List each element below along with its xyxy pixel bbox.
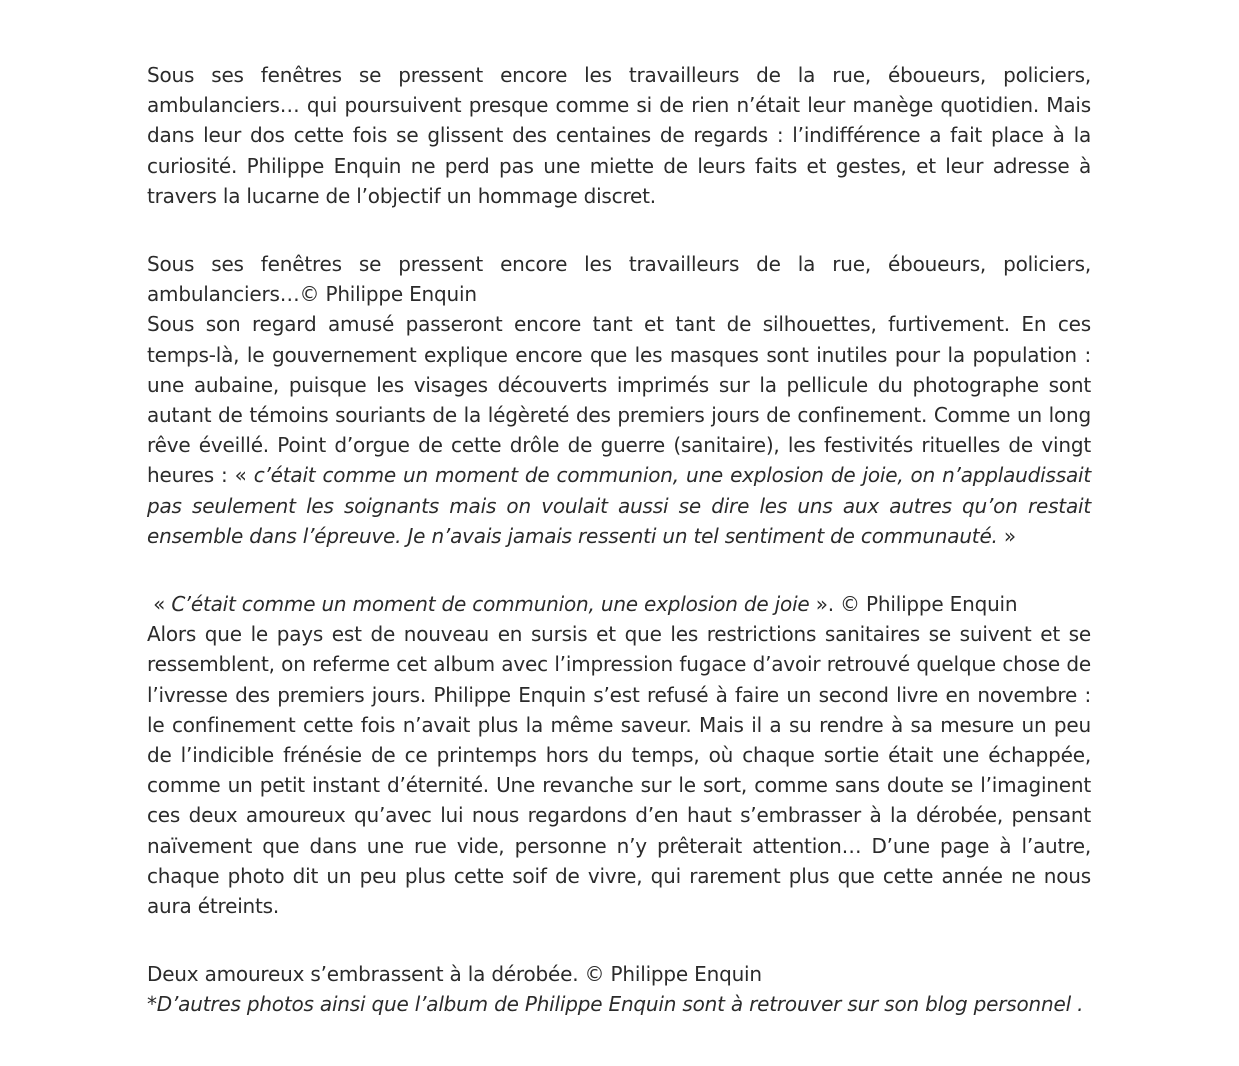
photo-caption-communion xyxy=(147,589,1091,619)
paragraph-spacer xyxy=(147,551,1091,589)
article-body xyxy=(147,60,1091,1020)
paragraph-spacer xyxy=(147,211,1091,249)
photo-caption-workers: Sous ses fenêtres se pressent encore les travailleurs de la rue, éboueurs, policiers, ambulanciers…© Philippe Enquin xyxy=(147,252,1091,307)
paragraph-spacer xyxy=(147,921,1091,959)
quote-close-mark: » xyxy=(997,523,1016,548)
quote-communion: c’était comme un moment de communion, une explosion de joie, on n’applaudissait pas seulement les soignants mais on voulait aussi se dire les uns aux autres qu’on restait ensemble dans l’épreuve. Je n’avais jamais ressenti un tel sentiment de communauté. xyxy=(147,463,1091,548)
photo-caption-lovers: Deux amoureux s’embrassent à la dérobée. © Philippe Enquin xyxy=(147,962,762,987)
paragraph-silhouettes-text: Sous son regard amusé passeront encore tant et tant de silhouettes, furtivement. En ces temps-là, le gouvernement explique encore que les masques sont inutiles pour la population : une aubaine, puisque les visages découverts imprimés sur la pellicule du photographe sont autant de témoins souriants de la légèreté des premiers jours de confinement. Comme un long rêve éveillé. Point d’orgue de cette drôle de guerre (sanitaire), les festivités rituelles de vingt heures : « xyxy=(147,312,1091,488)
paragraph-workers: Sous ses fenêtres se pressent encore les travailleurs de la rue, éboueurs, policiers, ambulanciers… qui poursuivent presque comme si de rien n’était leur manège quotidien. Mais dans leur dos cette fois se glissent des centaines de regards : l’indifférence a fait place à la curiosité. Philippe Enquin ne perd pas une miette de leurs faits et gestes, et leur adresse à travers la lucarne de l’objectif un hommage discret. xyxy=(147,63,1091,208)
footnote-text: *D’autres photos ainsi que l’album de Philippe Enquin sont à retrouver sur son blog personnel . xyxy=(147,992,1084,1017)
caption-open-mark: « xyxy=(147,592,172,617)
caption-credit: ». © Philippe Enquin xyxy=(809,592,1018,617)
paragraph-album: Alors que le pays est de nouveau en sursis et que les restrictions sanitaires se suivent et se ressemblent, on referme cet album avec l’impression fugace d’avoir retrouvé quelque chose de l’ivresse des premiers jours. Philippe Enquin s’est refusé à faire un second livre en novembre : le confinement cette fois n’avait plus la même saveur. Mais il a su rendre à sa mesure un peu de l’indicible frénésie de ce printemps hors du temps, où chaque sortie était une échappée, comme un petit instant d’éternité. Une revanche sur le sort, comme sans doute se l’imaginent ces deux amoureux qu’avec lui nous regardons d’en haut s’embrasser à la dérobée, pensant naïvement que dans une rue vide, personne n’y prêterait attention… D’une page à l’autre, chaque photo dit un peu plus cette soif de vivre, qui rarement plus que cette année ne nous aura étreints. xyxy=(147,622,1091,919)
footnote xyxy=(147,989,1091,1019)
caption-quote: C’était comme un moment de communion, une explosion de joie xyxy=(171,592,810,617)
paragraph-silhouettes xyxy=(147,309,1091,551)
